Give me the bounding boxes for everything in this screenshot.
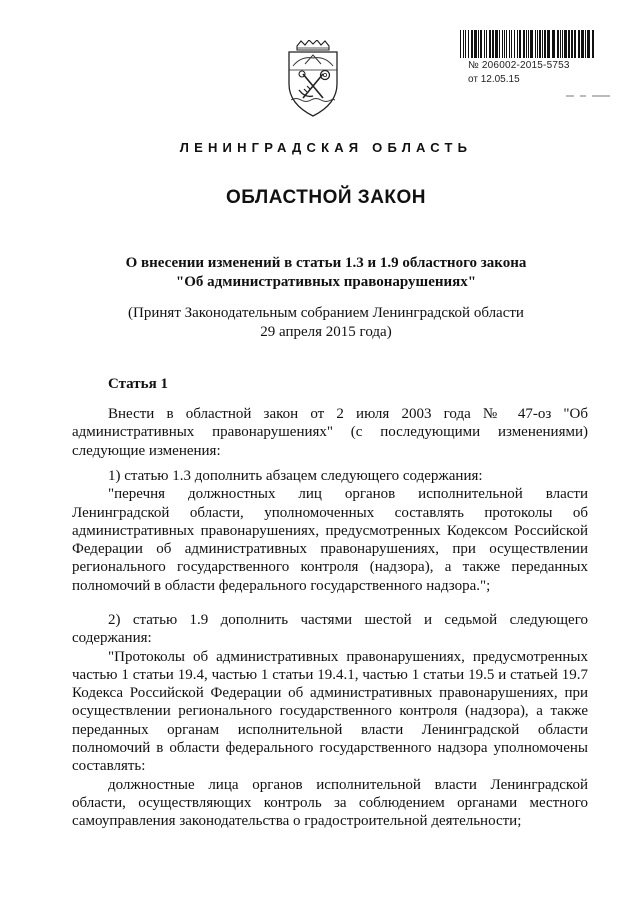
paragraph: Внести в областной закон от 2 июля 2003 года № 47-оз "Об административных правонарушениях" (с последующими изменениями) следующие изменения: (72, 406, 588, 459)
amendment-1 (72, 467, 588, 595)
article-heading: Статья 1 (108, 376, 168, 392)
coat-of-arms-icon (283, 40, 343, 118)
document-type: ОБЛАСТНОЙ ЗАКОН (225, 187, 427, 208)
registration-number: № 206002-2015-5753 (468, 60, 570, 71)
registration-date: от 12.05.15 (468, 74, 520, 85)
amendment-2 (72, 611, 588, 831)
title-line: О внесении изменений в статьи 1.3 и 1.9 областного закона (125, 255, 527, 271)
paragraph: "перечня должностных лиц органов исполнительной власти Ленинградской области, уполномоченных составлять протоколы об административных правонарушениях, предусмотренных Кодексом Российской Федерации об административных правонарушениях, при осуществлении регионального государственного контроля (надзора), а также переданных полномочий в области федерального государственного надзора."; (72, 486, 588, 594)
paragraph: должностные лица органов исполнительной власти Ленинградской области, осуществляющих контроль за соблюдением органами местного самоуправления законодательства о градостроительной деятельности; (72, 776, 588, 830)
adoption-date: 29 апреля 2015 года) (260, 324, 392, 340)
paragraph: 1) статью 1.3 дополнить абзацем следующего содержания: (108, 468, 483, 484)
title-line: "Об административных правонарушениях" (175, 274, 477, 290)
adoption-line: (Принят Законодательным собранием Ленинградской области (128, 305, 524, 321)
adoption-note (0, 304, 640, 342)
region-name: ЛЕНИНГРАДСКАЯ ОБЛАСТЬ (179, 140, 473, 155)
paragraph: 2) статью 1.9 дополнить частями шестой и седьмой следующего содержания: (72, 612, 588, 647)
barcode-icon (459, 30, 597, 62)
scan-artifact-mark (566, 95, 610, 97)
article-intro (72, 405, 588, 460)
document-title (0, 254, 640, 292)
paragraph: "Протоколы об административных правонарушениях, предусмотренных частью 1 статьи 19.4, частью 1 статьи 19.4.1, частью 1 статьи 19.5 и статьей 19.7 Кодекса Российской Федерации об административных правонарушениях, при осуществлении регионального государственного контроля (надзора), а также переданных органам исполнительной власти Ленинградской области полномочий в области федерального государственного надзора уполномочены составлять: (72, 648, 588, 775)
